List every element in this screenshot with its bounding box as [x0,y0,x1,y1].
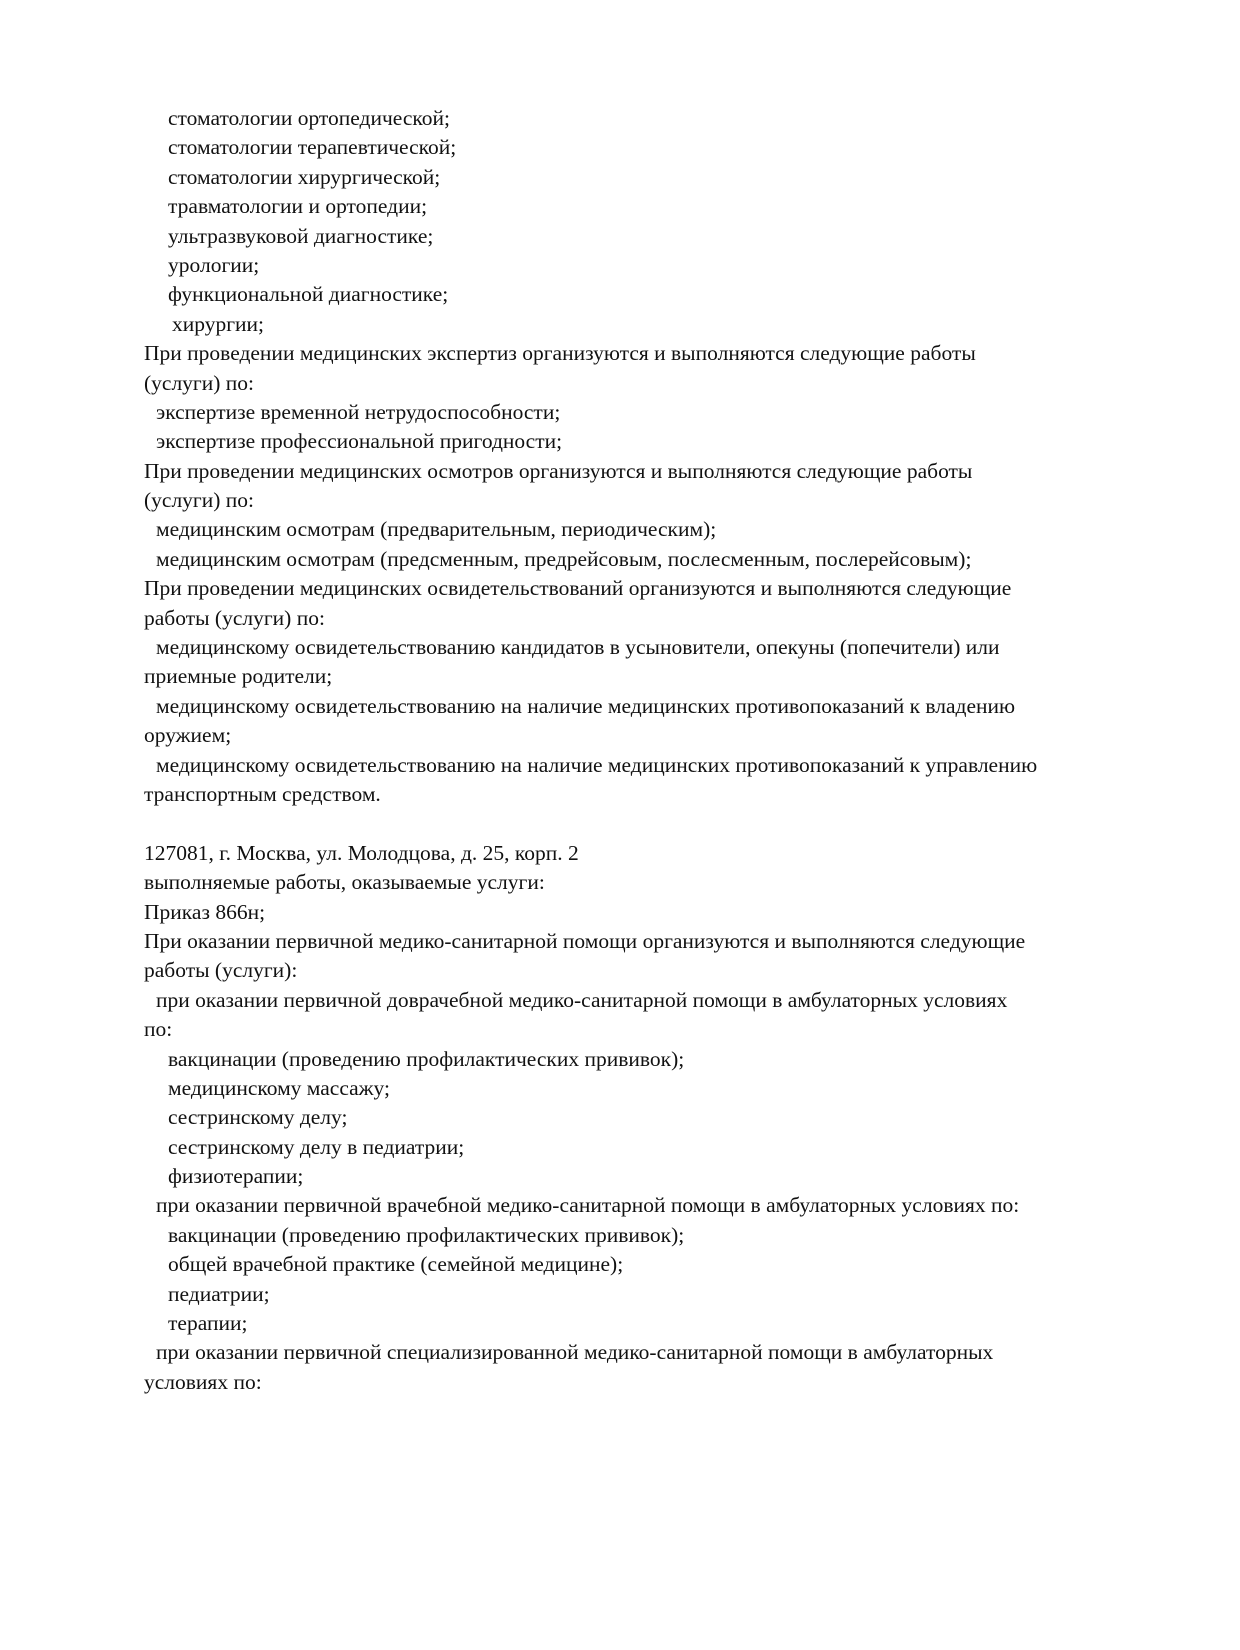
works-label: выполняемые работы, оказываемые услуги: [144,870,545,895]
exams-intro-line1: При проведении медицинских осмотров организуются и выполняются следующие работы [144,458,973,483]
cert-item2-line1: медицинскому освидетельствованию на наличие медицинских противопоказаний к владению [156,693,1016,718]
cert-intro-line1: При проведении медицинских освидетельствований организуются и выполняются следующие [144,576,1012,601]
list-item: общей врачебной практике (семейной медицине); [168,1252,624,1277]
list-item: сестринскому делу; [168,1105,348,1130]
pre-doctor-line2: по: [144,1017,173,1042]
expertise-intro-line2: (услуги) по: [144,370,255,395]
list-item: медицинскому массажу; [168,1075,390,1100]
doctor-intro: при оказании первичной врачебной медико-санитарной помощи в амбулаторных условиях по: [156,1193,1020,1218]
list-item: медицинским осмотрам (предсменным, предрейсовым, послесменным, послерейсовым); [156,546,972,571]
list-item: экспертизе временной нетрудоспособности; [156,399,561,424]
list-item: урологии; [168,252,260,277]
list-item: травматологии и ортопедии; [168,194,428,219]
list-item: вакцинации (проведению профилактических прививок); [168,1222,685,1247]
pmsp-intro-line1: При оказании первичной медико-санитарной помощи организуются и выполняются следующие [144,928,1026,953]
list-item: ультразвуковой диагностике; [168,223,434,248]
spacer [144,809,1164,838]
list-item: функциональной диагностике; [168,282,449,307]
special-line2: условиях по: [144,1369,262,1394]
cert-item2-line2: оружием; [144,723,232,748]
list-item: педиатрии; [168,1281,270,1306]
cert-item1-line1: медицинскому освидетельствованию кандидатов в усыновители, опекуны (попечители) или [156,635,1000,660]
list-item: стоматологии ортопедической; [168,106,451,130]
expertise-intro-line1: При проведении медицинских экспертиз организуются и выполняются следующие работы [144,341,976,366]
pre-doctor-line1: при оказании первичной доврачебной медико-санитарной помощи в амбулаторных условиях [156,987,1008,1012]
list-item: физиотерапии; [168,1164,304,1189]
list-item: экспертизе профессиональной пригодности; [156,429,563,454]
cert-item3-line2: транспортным средством. [144,781,381,806]
special-line1: при оказании первичной специализированной медико-санитарной помощи в амбулаторных [156,1340,994,1365]
cert-item3-line1: медицинскому освидетельствованию на наличие медицинских противопоказаний к управлению [156,752,1038,777]
list-item: стоматологии хирургической; [168,164,441,189]
address: 127081, г. Москва, ул. Молодцова, д. 25, корп. 2 [144,840,579,865]
exams-intro-line2: (услуги) по: [144,488,255,513]
list-item: терапии; [168,1311,248,1336]
cert-item1-line2: приемные родители; [144,664,333,689]
pmsp-intro-line2: работы (услуги): [144,958,298,983]
list-item: медицинским осмотрам (предварительным, периодическим); [156,517,717,542]
list-item: сестринскому делу в педиатрии; [168,1134,465,1159]
list-item: вакцинации (проведению профилактических прививок); [168,1046,685,1071]
order: Приказ 866н; [144,899,266,924]
cert-intro-line2: работы (услуги) по: [144,605,325,630]
list-item: хирургии; [172,311,265,336]
document-page [144,104,1164,1397]
list-item: стоматологии терапевтической; [168,135,457,160]
